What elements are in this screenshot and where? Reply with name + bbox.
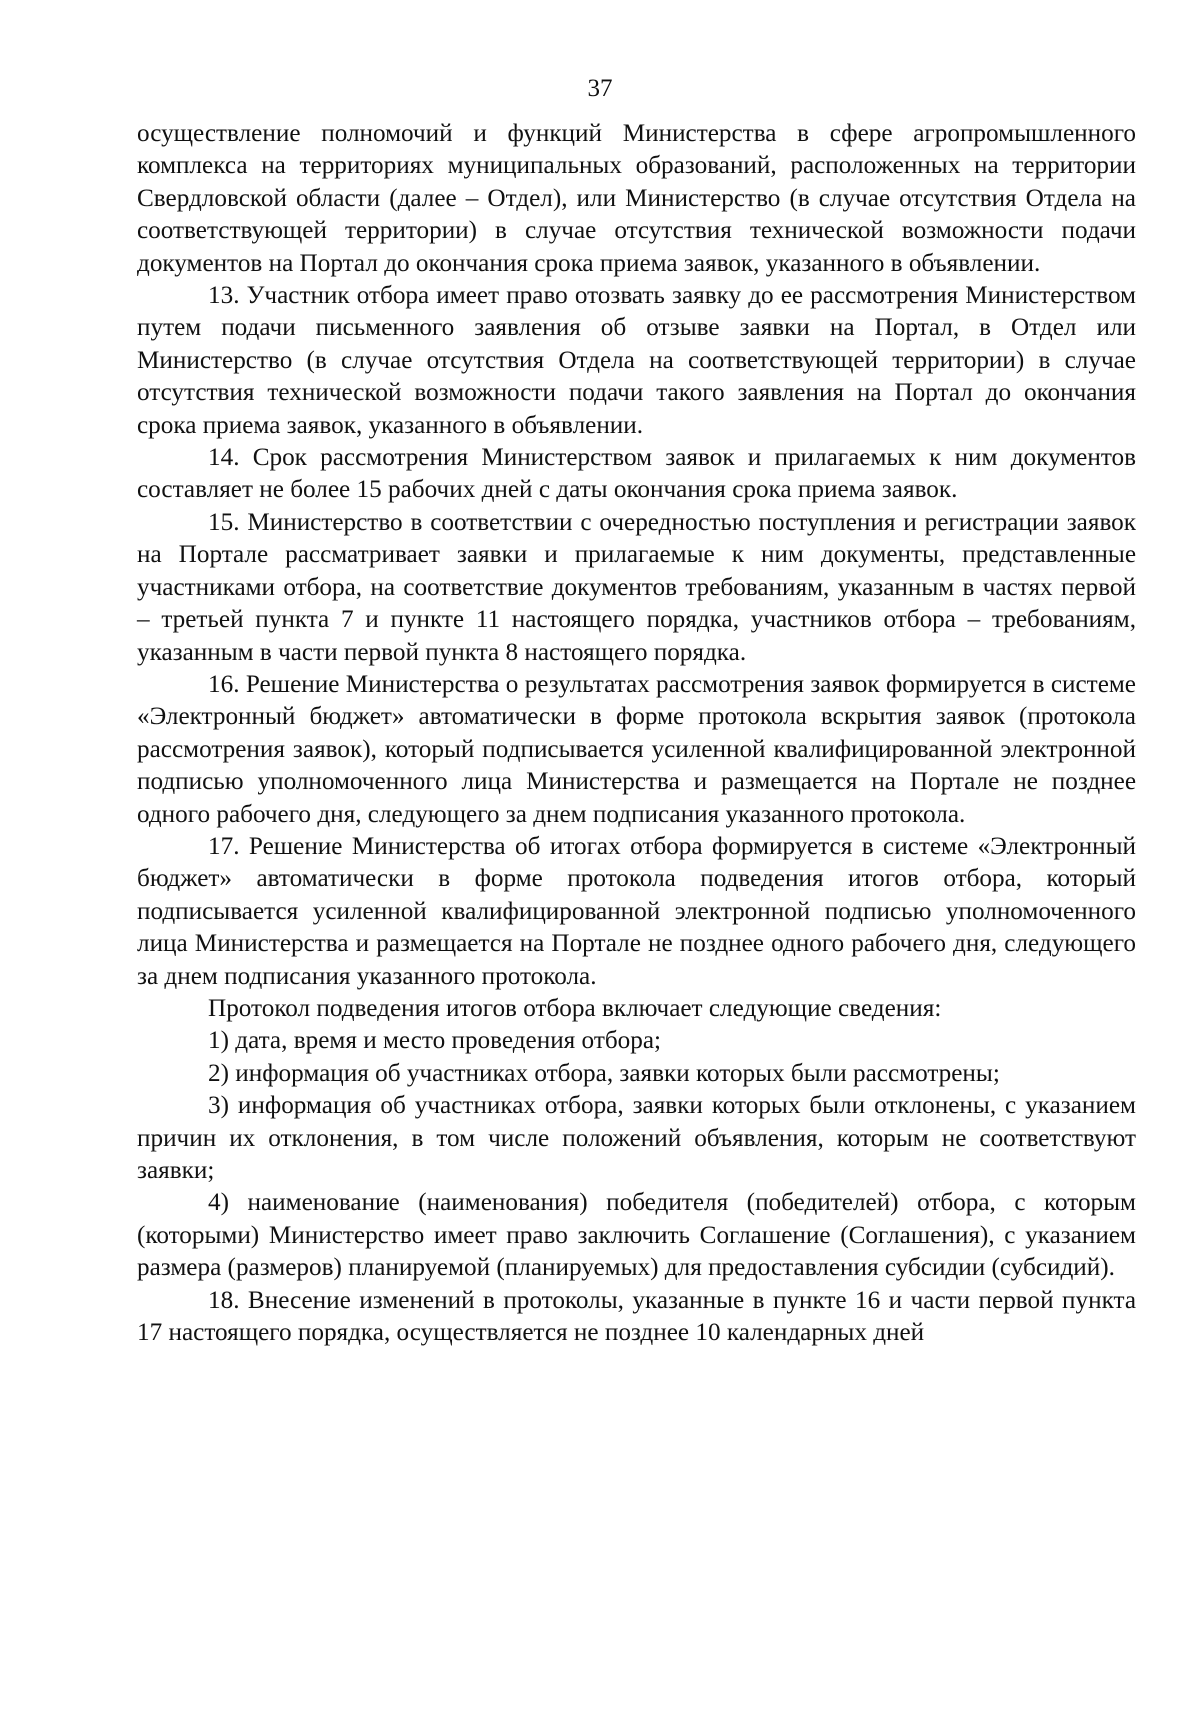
paragraph-item-14: 14. Срок рассмотрения Министерством заявок и прилагаемых к ним документов составляет не более 15 рабочих дней с даты окончания срока приема заявок. <box>137 444 1136 504</box>
list-item-2: 2) информация об участниках отбора, заявки которых были рассмотрены; <box>208 1059 1000 1087</box>
paragraph-protocol-intro: Протокол подведения итогов отбора включает следующие сведения: <box>208 994 942 1022</box>
paragraph-item-13: 13. Участник отбора имеет право отозвать заявку до ее рассмотрения Министерством путем подачи письменного заявления об отзыве заявки на Портал, в Отдел или Министерство (в случае отсутствия Отдела на соответствующей территории) в случае отсутствия технической возможности подачи такого заявления на Портал до окончания срока приема заявок, указанного в объявлении. <box>137 282 1136 439</box>
paragraph-item-18: 18. Внесение изменений в протоколы, указанные в пункте 16 и части первой пункта 17 настоящего порядка, осуществляется не позднее 10 календарных дней <box>137 1286 1136 1347</box>
paragraph-item-15: 15. Министерство в соответствии с очередностью поступления и регистрации заявок на Портале рассматривает заявки и прилагаемые к ним документы, представленные участниками отбора, на соответствие документов требованиям, указанным в частях первой – третьей пункта 7 и пункте 11 настоящего порядка, участников отбора – требованиям, указанным в части первой пункта 8 настоящего порядка. <box>137 508 1136 666</box>
list-item-1: 1) дата, время и место проведения отбора; <box>208 1027 662 1055</box>
paragraph-continuation: осуществление полномочий и функций Министерства в сфере агропромышленного комплекса на территориях муниципальных образований, расположенных на территории Свердловской области (далее – Отдел), или Министерство (в случае отсутствия Отдела на соответствующей территории) в случае отсутствия технической возможности подачи документов на Портал до окончания срока приема заявок, указанного в объявлении. <box>137 120 1136 277</box>
list-item-3: 3) информация об участниках отбора, заявки которых были отклонены, с указанием причин их отклонения, в том числе положений объявления, которым не соответствуют заявки; <box>137 1092 1136 1184</box>
paragraph-item-17: 17. Решение Министерства об итогах отбора формируется в системе «Электронный бюджет» автоматически в форме протокола подведения итогов отбора, который подписывается усиленной квалифицированной электронной подписью уполномоченного лица Министерства и размещается на Портале не позднее одного рабочего дня, следующего за днем подписания указанного протокола. <box>137 832 1136 990</box>
page-number: 37 <box>587 75 613 102</box>
list-item-4: 4) наименование (наименования) победителя (победителей) отбора, с которым (которыми) Министерство имеет право заключить Соглашение (Соглашения), с указанием размера (размеров) планируемой (планируемых) для предоставления субсидии (субсидий). <box>137 1189 1136 1282</box>
paragraph-item-16: 16. Решение Министерства о результатах рассмотрения заявок формируется в системе «Электронный бюджет» автоматически в форме протокола вскрытия заявок (протокола рассмотрения заявок), который подписывается усиленной квалифицированной электронной подписью уполномоченного лица Министерства и размещается на Портале не позднее одного рабочего дня, следующего за днем подписания указанного протокола. <box>137 670 1136 828</box>
document-body <box>137 118 1136 1349</box>
